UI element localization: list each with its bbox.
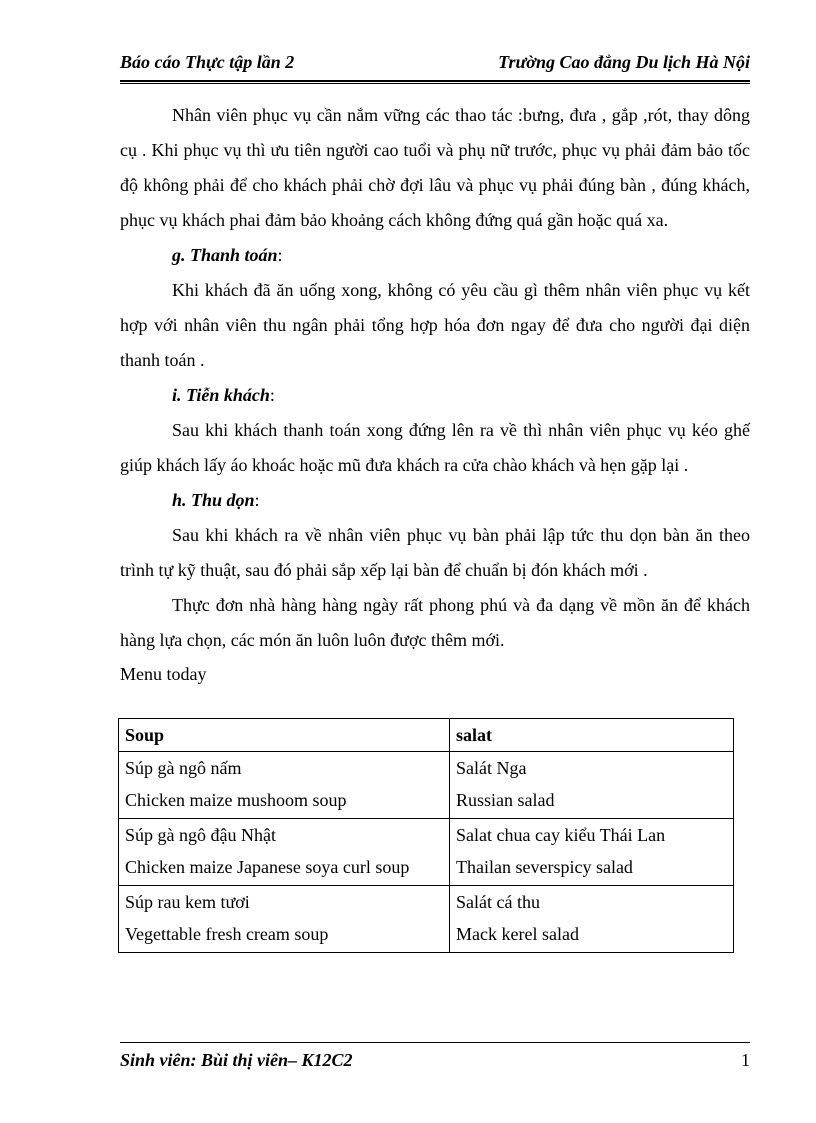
page-number: 1 (741, 1050, 750, 1070)
paragraph-menu-intro: Thực đơn nhà hàng hàng ngày rất phong phú và đa dạng về mồn ăn để khách hàng lựa chọn, các món ăn luôn luôn được thêm mới. (120, 595, 750, 650)
header-school-name: Trường Cao đẳng Du lịch Hà Nội (498, 52, 750, 72)
paragraph-farewell: Sau khi khách thanh toán xong đứng lên ra về thì nhân viên phục vụ kéo ghế giúp khách lấy áo khoác hoặc mũ đưa khách ra cửa chào khách và hẹn gặp lại . (120, 420, 750, 475)
soup-name-en: Chicken maize Japanese soya curl soup (125, 857, 410, 877)
menu-cell-soup (119, 886, 450, 953)
section-heading-farewell (120, 378, 750, 413)
section-heading-farewell-label: i. Tiễn khách (172, 385, 270, 405)
heading-colon: : (254, 490, 260, 510)
salad-name-en: Mack kerel salad (456, 924, 579, 944)
table-row (119, 886, 734, 953)
header-rule (120, 80, 750, 84)
menu-cell-salad (450, 819, 734, 886)
menu-cell-salad (450, 886, 734, 953)
section-heading-clearing (120, 483, 750, 518)
salad-name-vi: Salát cá thu (456, 892, 540, 912)
page-footer (120, 1050, 750, 1076)
menu-label: Menu today (120, 664, 207, 684)
table-row (119, 819, 734, 886)
heading-colon: : (277, 245, 283, 265)
salad-name-vi: Salát Nga (456, 758, 527, 778)
menu-table (118, 718, 734, 953)
heading-colon: : (269, 385, 275, 405)
menu-cell-salad (450, 752, 734, 819)
paragraph-payment: Khi khách đã ăn uống xong, không có yêu cầu gì thêm nhân viên phục vụ kết hợp với nhân viên thu ngân phải tổng hợp hóa đơn ngay để đưa cho người đại diện thanh toán . (120, 280, 750, 370)
section-heading-payment-label: g. Thanh toán (172, 245, 278, 265)
soup-name-en: Vegettable fresh cream soup (125, 924, 329, 944)
section-heading-clearing-label: h. Thu dọn (172, 490, 255, 510)
table-row (119, 752, 734, 819)
menu-cell-soup (119, 752, 450, 819)
footer-student-name: Sinh viên: Bùi thị viên– K12C2 (120, 1050, 353, 1070)
salad-name-en: Thailan severspicy salad (456, 857, 633, 877)
menu-header-soup: Soup (119, 719, 450, 752)
soup-name-vi: Súp gà ngô đậu Nhật (125, 825, 276, 845)
salad-name-en: Russian salad (456, 790, 555, 810)
menu-header-salad: salat (450, 719, 734, 752)
soup-name-vi: Súp rau kem tươi (125, 892, 250, 912)
header-report-title: Báo cáo Thực tập lần 2 (120, 52, 295, 72)
soup-name-en: Chicken maize mushoom soup (125, 790, 347, 810)
page-header (120, 50, 750, 78)
paragraph-service-skills: Nhân viên phục vụ cần nắm vững các thao tác :bưng, đưa , gắp ,rót, thay dông cụ . Khi phục vụ thì ưu tiên người cao tuổi và phụ nữ trước, phục vụ phải đảm bảo tốc độ không phải để cho khách phải chờ đợi lâu và phục vụ phải đúng bàn , đúng khách, phục vụ khách phai đảm bảo khoảng cách không đứng quá gần hoặc quá xa. (120, 105, 750, 230)
section-heading-payment (120, 238, 750, 273)
document-body (120, 98, 750, 690)
menu-cell-soup (119, 819, 450, 886)
menu-table-header-row (119, 719, 734, 752)
paragraph-clearing: Sau khi khách ra về nhân viên phục vụ bàn phải lập tức thu dọn bàn ăn theo trình tự kỹ thuật, sau đó phải sắp xếp lại bàn để chuẩn bị đón khách mới . (120, 525, 750, 580)
salad-name-vi: Salat chua cay kiểu Thái Lan (456, 825, 666, 845)
footer-rule (120, 1042, 750, 1043)
soup-name-vi: Súp gà ngô nấm (125, 758, 242, 778)
